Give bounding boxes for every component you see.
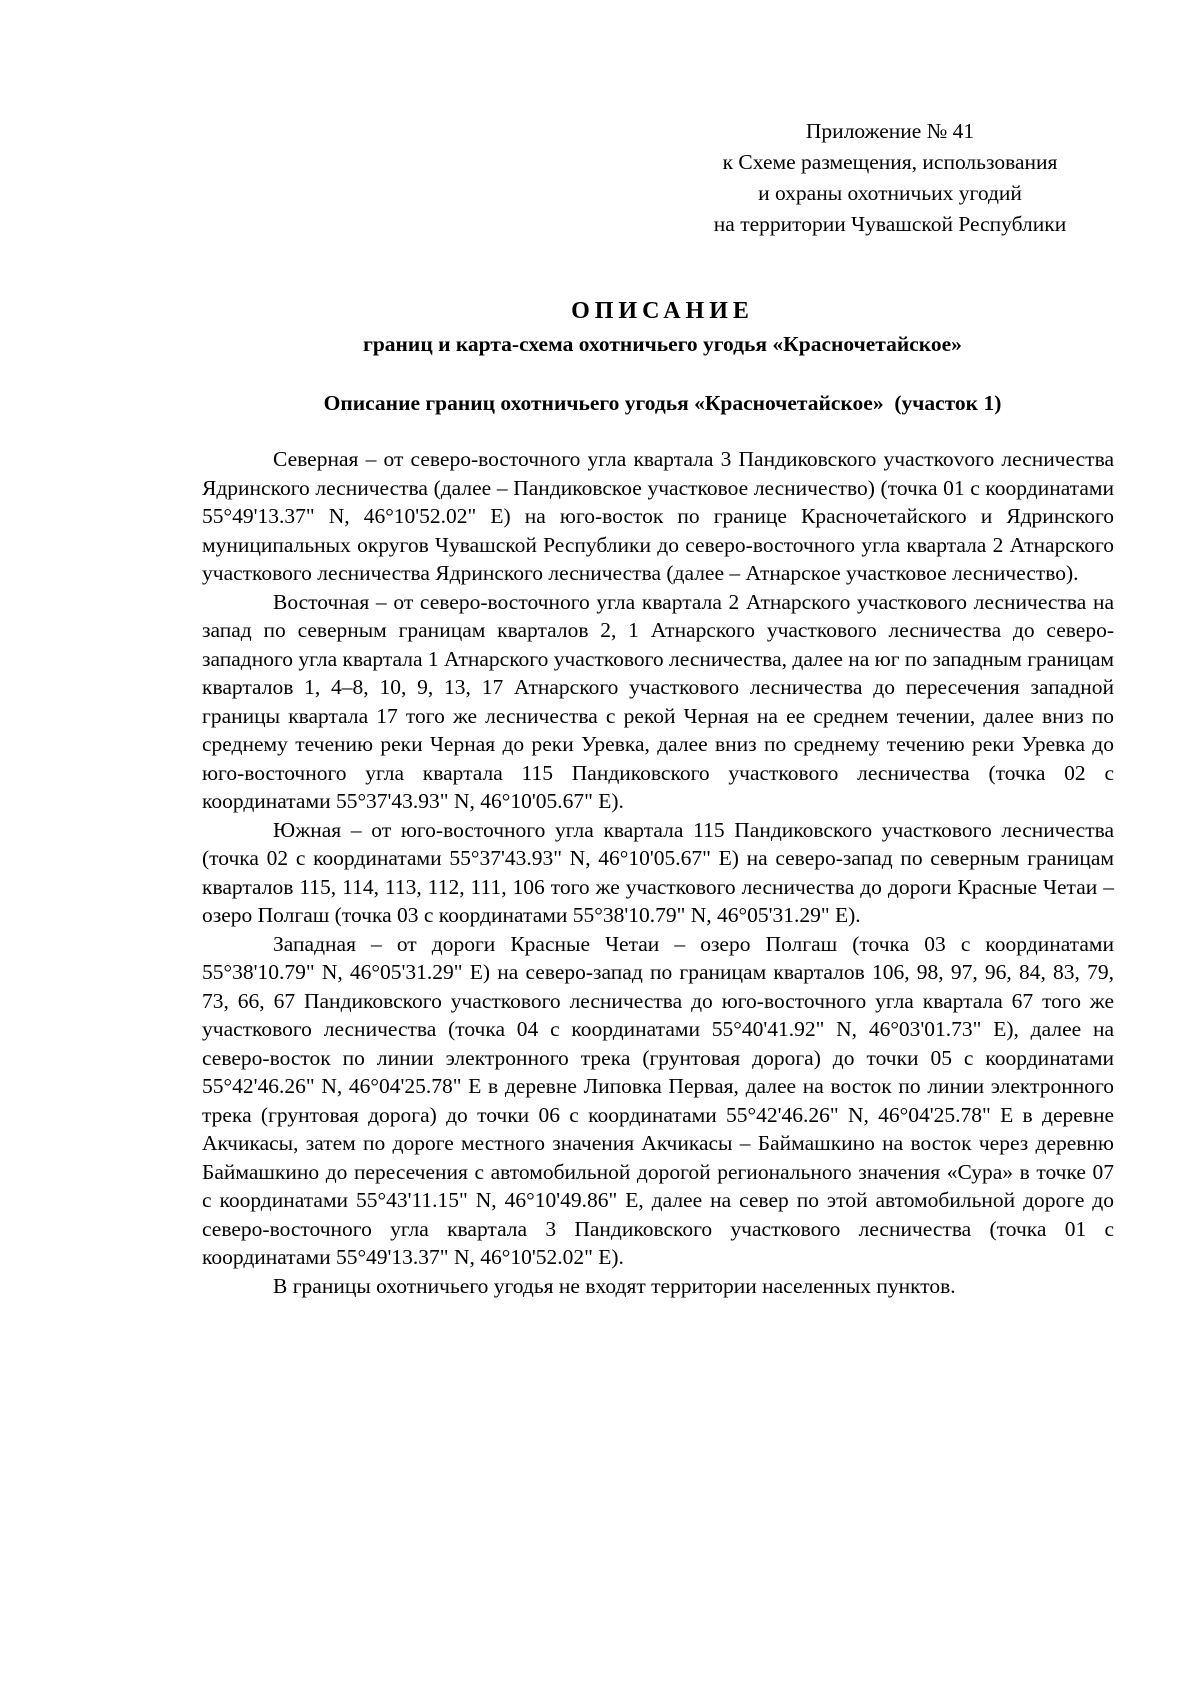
- exclusion-note-paragraph: В границы охотничьего угодья не входят территории населенных пунктов.: [273, 1273, 956, 1298]
- south-boundary-paragraph: Южная – от юго-восточного угла квартала 115 Пандиковского участкового лесничества (точка 02 с координатами 55°37'43.93" N, 46°10'05.67" E) на северо-запад по северным границам кварталов 115, 114, 113, 112, 111, 106 того же участкового лесничества до дороги Красные Четаи – озеро Полгаш (точка 03 с координатами 55°38'10.79" N, 46°05'31.29" E).: [202, 817, 1114, 927]
- appendix-reference-line: к Схеме размещения, использования: [722, 150, 1058, 174]
- appendix-reference-line: на территории Чувашской Республики: [713, 212, 1067, 236]
- document-title: ОПИСАНИЕ: [571, 298, 754, 324]
- appendix-number: Приложение № 41: [805, 119, 975, 143]
- document-subtitle: границ и карта-схема охотничьего угодья «Красночетайское»: [363, 332, 962, 356]
- east-boundary-paragraph: Восточная – от северо-восточного угла квартала 2 Атнарского участкового лесничества на запад по северным границам кварталов 2, 1 Атнарского участкового лесничества до северо-западного угла квартала 1 Атнарского участкового лесничества, далее на юг по западным границам кварталов 1, 4–8, 10, 9, 13, 17 Атнарского участкового лесничества до пересечения западной границы квартала 17 того же лесничества с рекой Черная на ее среднем течении, далее вниз по среднему течению реки Черная до реки Уревка, далее вниз по среднему течению реки Уревка до юго-восточного угла квартала 115 Пандиковского участкового лесничества (точка 02 с координатами 55°37'43.93" N, 46°10'05.67" E).: [202, 589, 1114, 813]
- boundary-description: [202, 445, 1114, 1300]
- appendix-header: [670, 116, 1110, 240]
- appendix-reference-line: и охраны охотничьих угодий: [758, 181, 1022, 205]
- north-boundary-paragraph: Северная – от северо-восточного угла квартала 3 Пандиковского участкоvого лесничества Ядринского лесничества (далее – Пандиковское участковое лесничество) (точка 01 с координатами 55°49'13.37" N, 46°10'52.02" E) на юго-восток по границе Красночетайского и Ядринского муниципальных округов Чувашской Республики до северо-восточного угла квартала 2 Атнарского участкового лесничества Ядринского лесничества (далее – Атнарское участковое лесничество).: [202, 447, 1114, 585]
- section-heading: Описание границ охотничьего угодья «Красночетайское» (участок 1): [323, 391, 1002, 415]
- west-boundary-paragraph: Западная – от дороги Красные Четаи – озеро Полгаш (точка 03 с координатами 55°38'10.79" N, 46°05'31.29" E) на северо-запад по границам кварталов 106, 98, 97, 96, 84, 83, 79, 73, 66, 67 Пандиковского участкового лесничества до юго-восточного угла квартала 67 того же участкового лесничества (точка 04 с координатами 55°40'41.92" N, 46°03'01.73" E), далее на северо-восток по линии электронного трека (грунтовая дорога) до точки 05 с координатами 55°42'46.26" N, 46°04'25.78" E в деревне Липовка Первая, далее на восток по линии электронного трека (грунтовая дорога) до точки 06 с координатами 55°42'46.26" N, 46°04'25.78" E в деревне Акчикасы, затем по дороге местного значения Акчикасы – Баймашкино на восток через деревню Баймашкино до пересечения с автомобильной дорогой регионального значения «Сура» в точке 07 с координатами 55°43'11.15" N, 46°10'49.86" E, далее на север по этой автомобильной дороге до северо-восточного угла квартала 3 Пандиковского участкового лесничества (точка 01 с координатами 55°49'13.37" N, 46°10'52.02" E).: [202, 931, 1114, 1269]
